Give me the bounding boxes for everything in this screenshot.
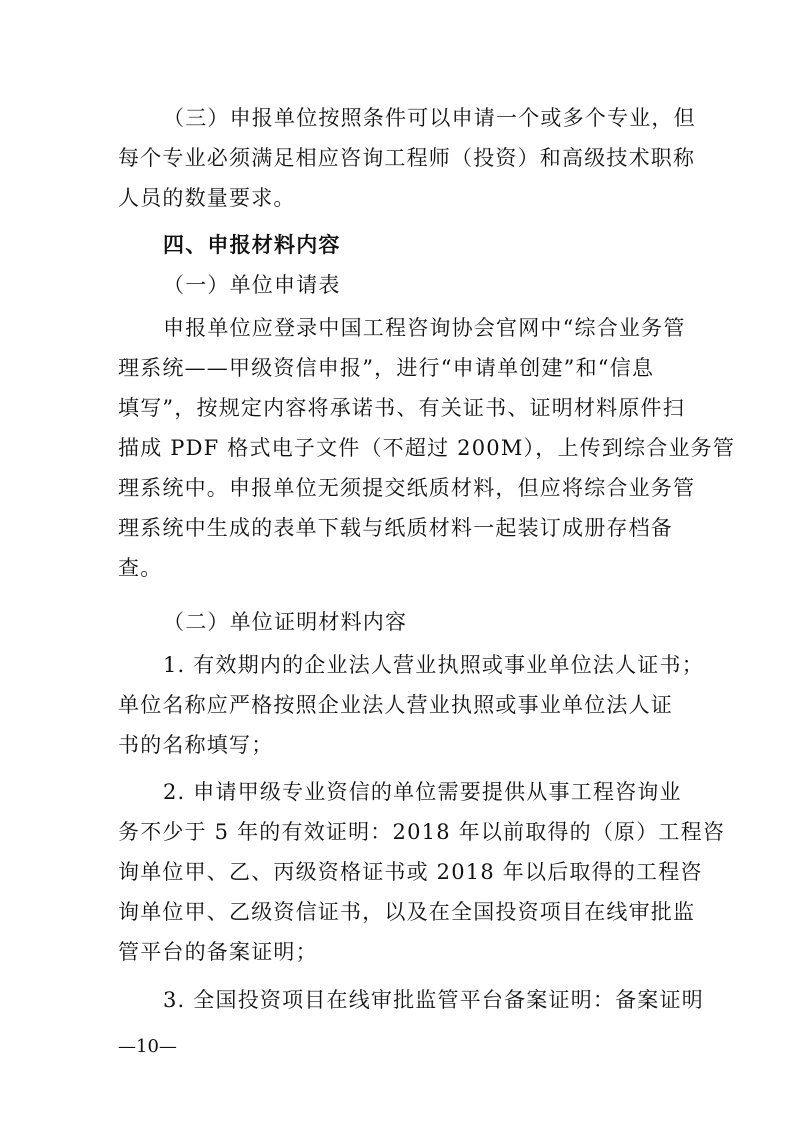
- paragraph-line: 理系统——甲级资信申报”，进行“申请单创建”和“信息: [118, 356, 655, 380]
- item-3-paragraph: [118, 980, 704, 1020]
- section-heading: 四、申报材料内容: [163, 233, 341, 257]
- paragraph-line: 询单位甲、乙、丙级资格证书或 2018 年以后取得的工程咨: [118, 860, 703, 884]
- subsection-title-proof-materials: （二）单位证明材料内容: [163, 610, 408, 634]
- paragraph-line: 查。: [118, 556, 163, 580]
- paragraph-line: 描成 PDF 格式电子文件（不超过 200M），上传到综合业务管: [118, 436, 736, 460]
- paragraph-line: 2. 申请甲级专业资信的单位需要提供从事工程咨询业: [163, 780, 682, 804]
- paragraph-line: 申报单位应登录中国工程咨询协会官网中“综合业务管: [163, 316, 686, 340]
- paragraph-line: （三）申报单位按照条件可以申请一个或多个专业，但: [163, 106, 696, 130]
- section-3-paragraph: [118, 98, 696, 218]
- paragraph-line: 1. 有效期内的企业法人营业执照或事业单位法人证书；: [163, 653, 704, 677]
- paragraph-line: 每个专业必须满足相应咨询工程师（投资）和高级技术职称: [118, 146, 696, 170]
- paragraph-line: 填写”，按规定内容将承诺书、有关证书、证明材料原件扫: [118, 396, 685, 420]
- paragraph-line: 理系统中。申报单位无须提交纸质材料，但应将综合业务管: [118, 476, 696, 500]
- item-2-paragraph: [118, 772, 726, 972]
- paragraph-line: 人员的数量要求。: [118, 186, 296, 210]
- paragraph-line: 书的名称填写；: [118, 733, 274, 757]
- paragraph-line: 3. 全国投资项目在线审批监管平台备案证明：备案证明: [163, 988, 704, 1012]
- application-form-paragraph: [118, 308, 736, 588]
- subsection-title-application-form: （一）单位申请表: [163, 273, 341, 297]
- paragraph-line: 理系统中生成的表单下载与纸质材料一起装订成册存档备: [118, 516, 673, 540]
- paragraph-line: 单位名称应严格按照企业法人营业执照或事业单位法人证: [118, 693, 673, 717]
- paragraph-line: 询单位甲、乙级资信证书，以及在全国投资项目在线审批监: [118, 900, 696, 924]
- paragraph-line: 管平台的备案证明；: [118, 940, 318, 964]
- page-number: —10—: [118, 1036, 177, 1057]
- item-1-paragraph: [118, 645, 704, 765]
- paragraph-line: 务不少于 5 年的有效证明：2018 年以前取得的（原）工程咨: [118, 820, 726, 844]
